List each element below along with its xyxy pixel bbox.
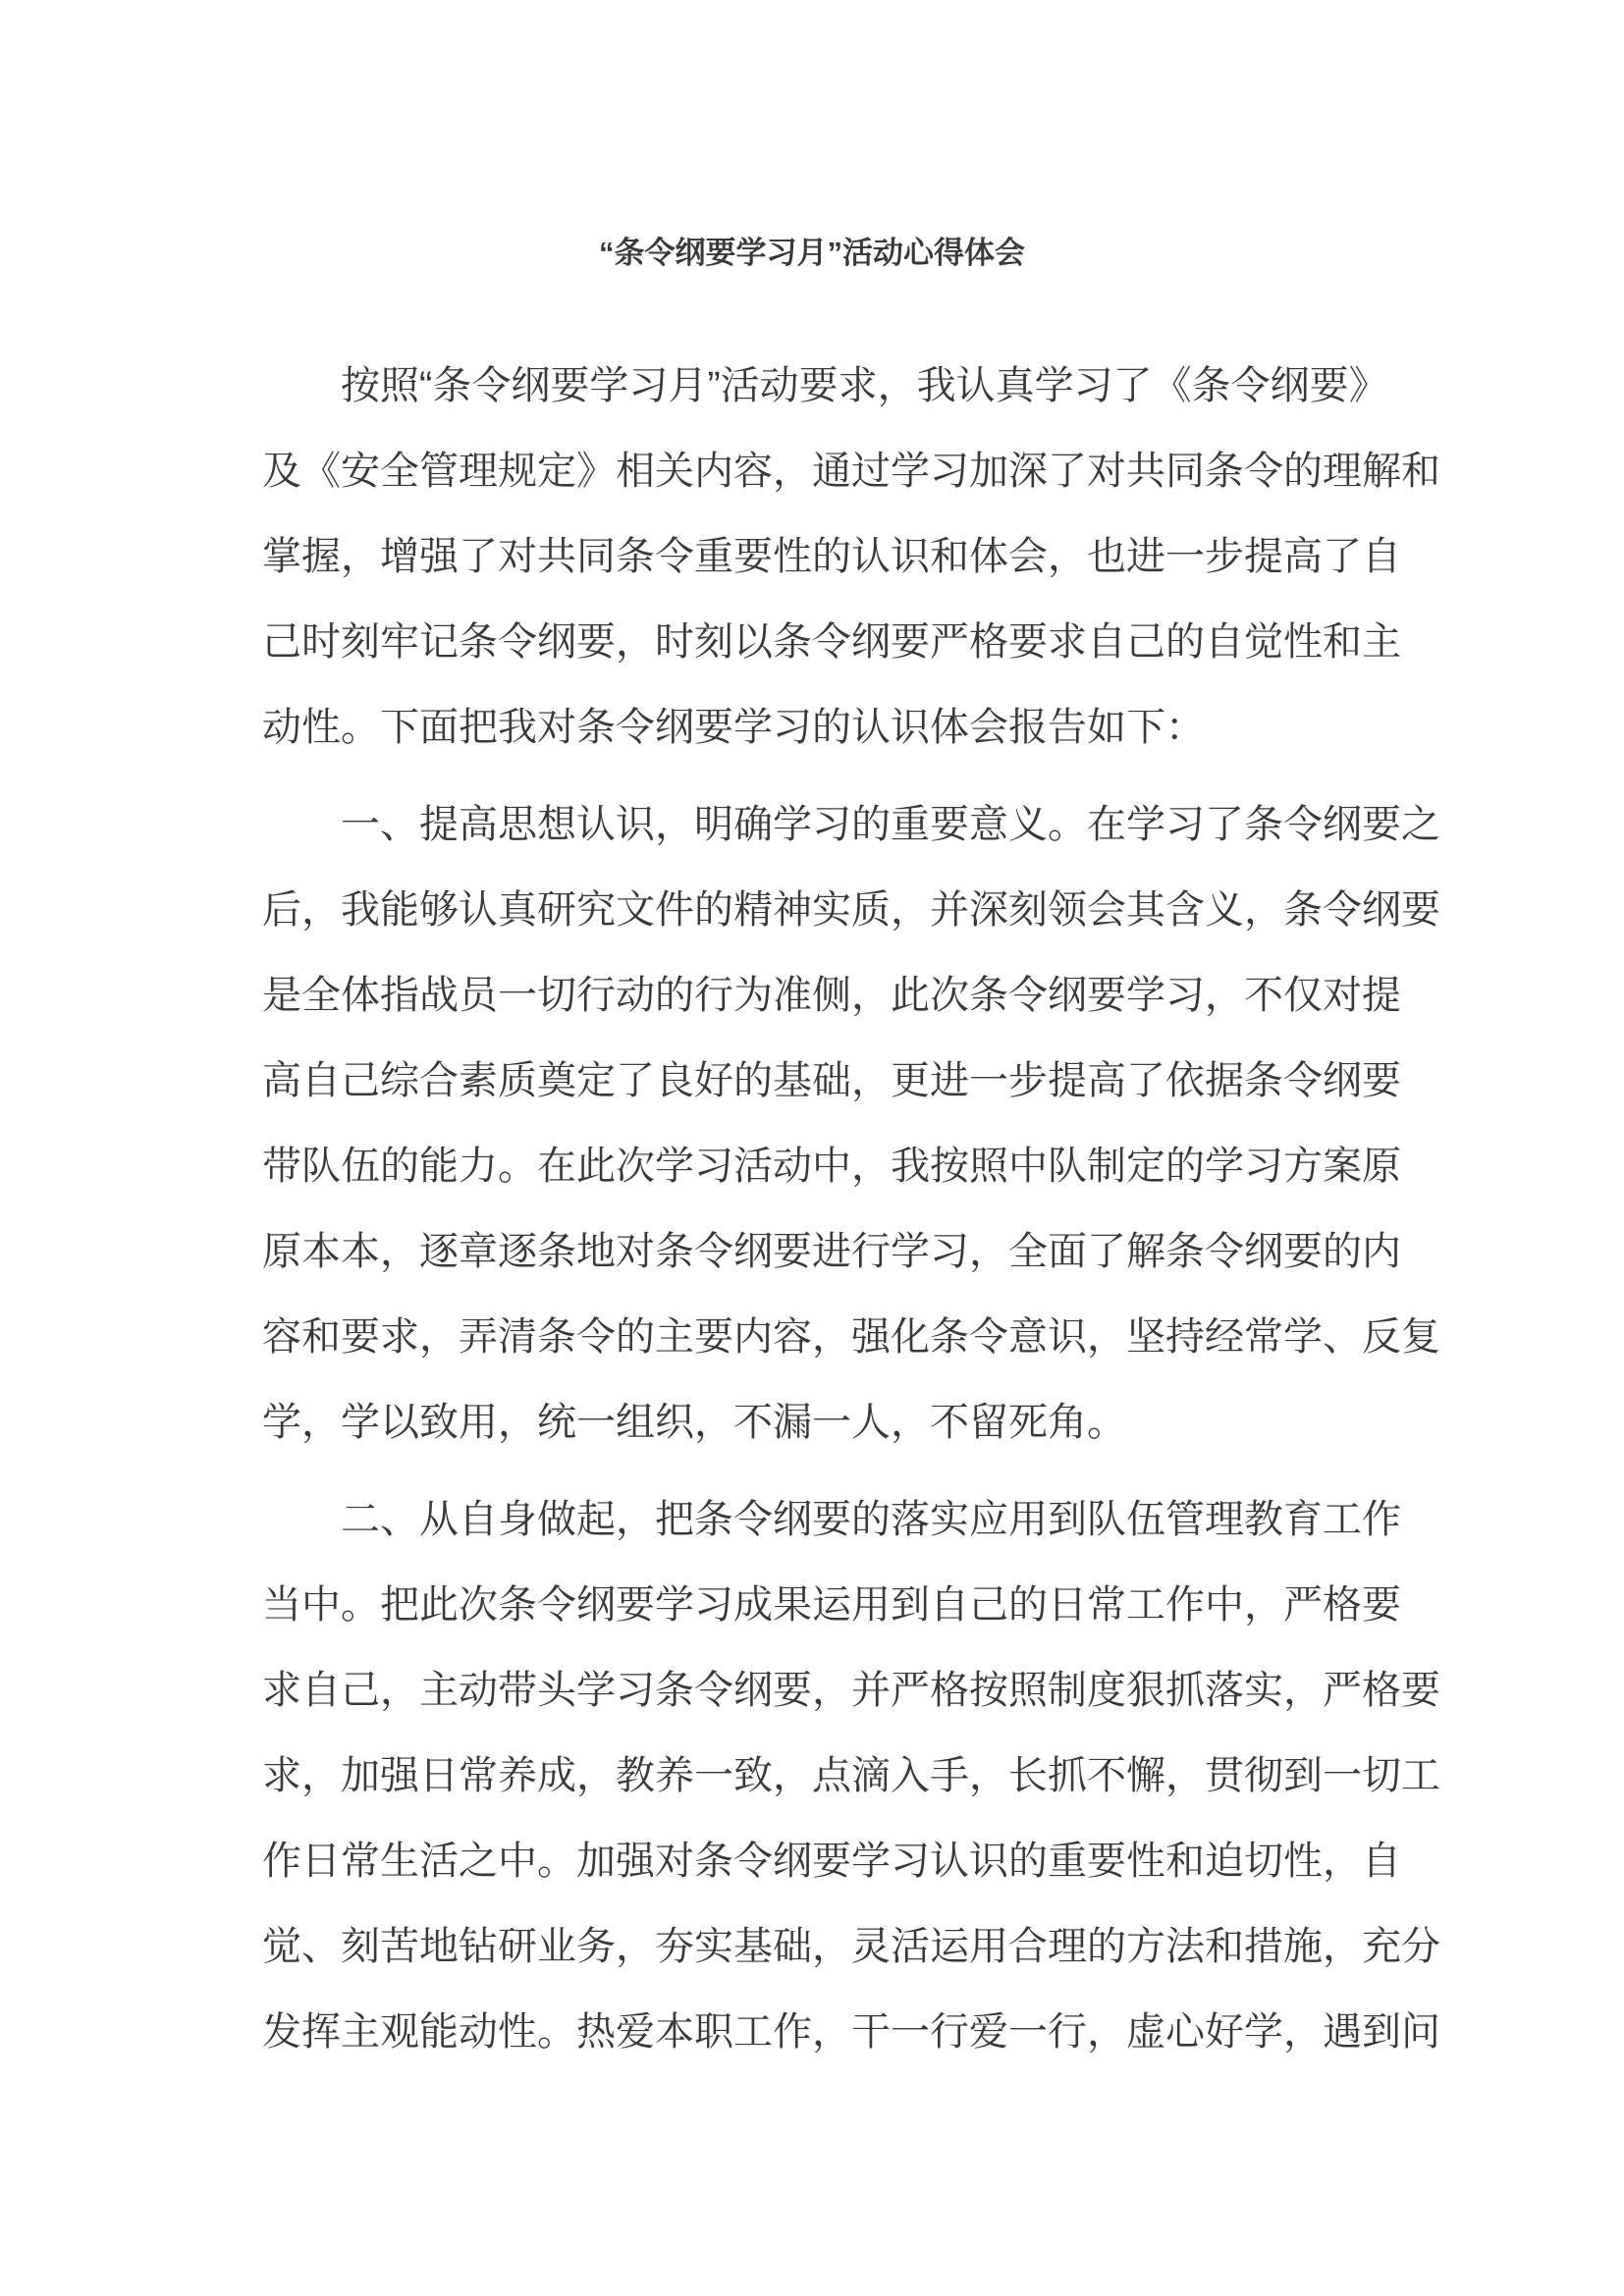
text-line: 一、提高思想认识，明确学习的重要意义。在学习了条令纲要之: [341, 803, 1440, 846]
text-line: 学，学以致用，统一组织，不漏一人，不留死角。: [262, 1401, 1126, 1444]
text-line: 作日常生活之中。加强对条令纲要学习认识的重要性和迫切性，自: [262, 1840, 1401, 1883]
paragraph: [262, 344, 1440, 771]
text-line: 及《安全管理规定》相关内容，通过学习加深了对共同条令的理解和: [262, 450, 1440, 493]
text-line: 按照“条令纲要学习月”活动要求，我认真学习了《条令纲要》: [341, 364, 1388, 407]
text-line: 求自己，主动带头学习条令纲要，并严格按照制度狠抓落实，严格要: [262, 1669, 1440, 1712]
text-line: 二、从自身做起，把条令纲要的落实应用到队伍管理教育工作: [341, 1498, 1401, 1541]
text-line: 觉、刻苦地钻研业务，夯实基础，灵活运用合理的方法和措施，充分: [262, 1925, 1440, 1968]
paragraph: [262, 1477, 1440, 2075]
text-line: 动性。下面把我对条令纲要学习的认识体会报告如下：: [262, 706, 1205, 749]
text-line: 当中。把此次条令纲要学习成果运用到自己的日常工作中，严格要: [262, 1583, 1401, 1627]
text-line: 是全体指战员一切行动的行为准侧，此次条令纲要学习，不仅对提: [262, 974, 1401, 1017]
text-line: 高自己综合素质奠定了良好的基础，更进一步提高了依据条令纲要: [262, 1059, 1401, 1102]
text-line: 发挥主观能动性。热爱本职工作，干一行爱一行，虚心好学，遇到问: [262, 2010, 1440, 2054]
text-line: 带队伍的能力。在此次学习活动中，我按照中队制定的学习方案原: [262, 1145, 1401, 1188]
text-line: 求，加强日常养成，教养一致，点滴入手，长抓不懈，贯彻到一切工: [262, 1754, 1440, 1797]
paragraph: [262, 782, 1440, 1466]
text-line: 己时刻牢记条令纲要，时刻以条令纲要严格要求自己的自觉性和主: [262, 620, 1401, 664]
text-line: 容和要求，弄清条令的主要内容，强化条令意识，坚持经常学、反复: [262, 1315, 1440, 1359]
document-body: [262, 344, 1440, 2075]
text-line: 后，我能够认真研究文件的精神实质，并深刻领会其含义，条令纲要: [262, 888, 1440, 932]
text-line: 掌握，增强了对共同条令重要性的认识和体会，也进一步提高了自: [262, 535, 1401, 578]
text-line: 原本本，逐章逐条地对条令纲要进行学习，全面了解条令纲要的内: [262, 1230, 1401, 1273]
document-title: “条令纲要学习月”活动心得体会: [599, 236, 1025, 270]
